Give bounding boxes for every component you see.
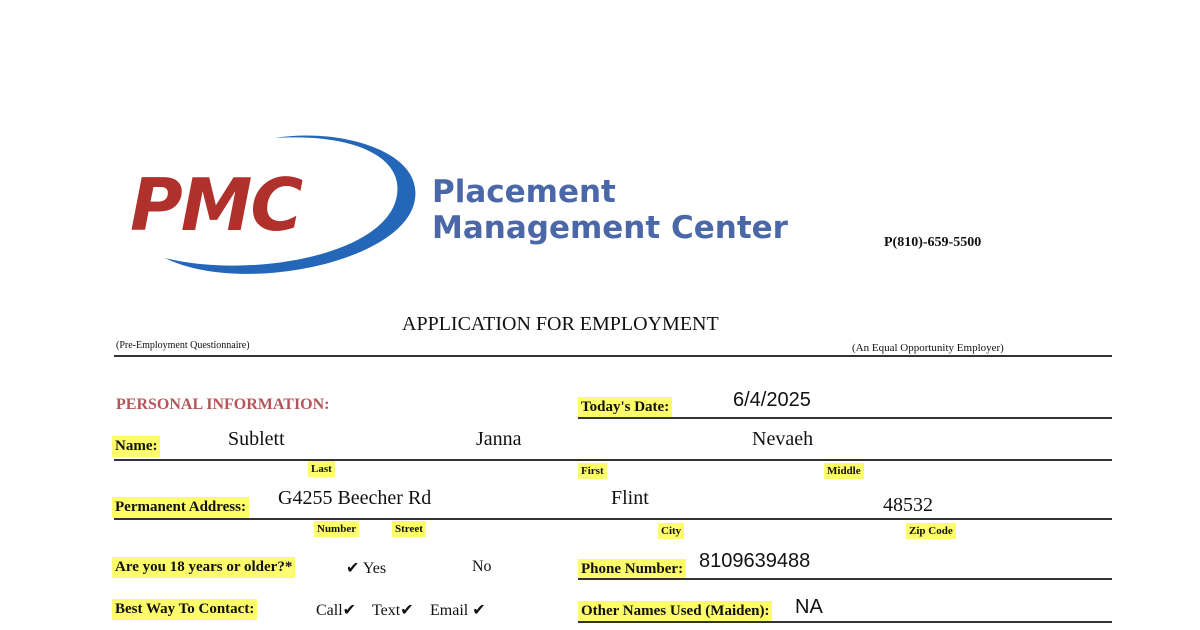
check-icon: ✔ xyxy=(342,602,357,619)
company-name-line2: Management Center xyxy=(432,210,788,246)
company-phone: P(810)-659-5500 xyxy=(884,235,982,250)
todays-date-label: Today's Date: xyxy=(578,397,672,418)
contact-text-option[interactable] xyxy=(372,600,414,620)
subtitle-left: (Pre-Employment Questionnaire) xyxy=(116,340,250,351)
check-icon: ✔ xyxy=(472,602,486,619)
other-names-label: Other Names Used (Maiden): xyxy=(578,601,772,622)
other-names-field[interactable]: NA xyxy=(795,596,823,618)
number-caption: Number xyxy=(314,521,359,537)
contact-call-option[interactable] xyxy=(316,600,356,620)
age-no-option[interactable]: No xyxy=(472,558,492,575)
yes-label: Yes xyxy=(362,560,387,577)
check-icon: ✔ xyxy=(400,602,414,619)
city-caption: City xyxy=(658,523,684,539)
zip-field[interactable]: 48532 xyxy=(883,494,933,516)
middle-caption: Middle xyxy=(824,463,864,479)
logo-text: PMC xyxy=(130,163,302,247)
name-label: Name: xyxy=(112,436,160,457)
last-name-field[interactable]: Sublett xyxy=(228,428,285,450)
address-label: Permanent Address: xyxy=(112,497,249,518)
check-icon: ✔ xyxy=(346,560,360,577)
form-title: APPLICATION FOR EMPLOYMENT xyxy=(402,313,719,335)
section-heading: PERSONAL INFORMATION: xyxy=(116,396,330,413)
middle-name-field[interactable]: Nevaeh xyxy=(752,428,814,450)
first-caption: First xyxy=(578,463,607,479)
street-caption: Street xyxy=(392,521,426,537)
company-name-line1: Placement xyxy=(432,174,616,210)
last-caption: Last xyxy=(308,461,335,477)
todays-date-field[interactable]: 6/4/2025 xyxy=(733,389,811,411)
street-address-field[interactable]: G4255 Beecher Rd xyxy=(278,487,432,509)
phone-field[interactable]: 8109639488 xyxy=(699,550,811,572)
age-label: Are you 18 years or older?* xyxy=(112,557,295,578)
age-yes-option[interactable] xyxy=(346,558,386,578)
contact-email-option[interactable] xyxy=(430,600,486,620)
subtitle-right: (An Equal Opportunity Employer) xyxy=(852,342,1004,354)
pmc-logo xyxy=(125,128,425,288)
text-label: Text xyxy=(372,602,401,619)
zip-caption: Zip Code xyxy=(906,523,956,539)
first-name-field[interactable]: Janna xyxy=(476,428,522,450)
phone-label: Phone Number: xyxy=(578,559,686,580)
call-label: Call xyxy=(316,602,343,619)
email-label: Email xyxy=(430,602,469,619)
contact-label: Best Way To Contact: xyxy=(112,599,257,620)
city-field[interactable]: Flint xyxy=(611,487,649,509)
